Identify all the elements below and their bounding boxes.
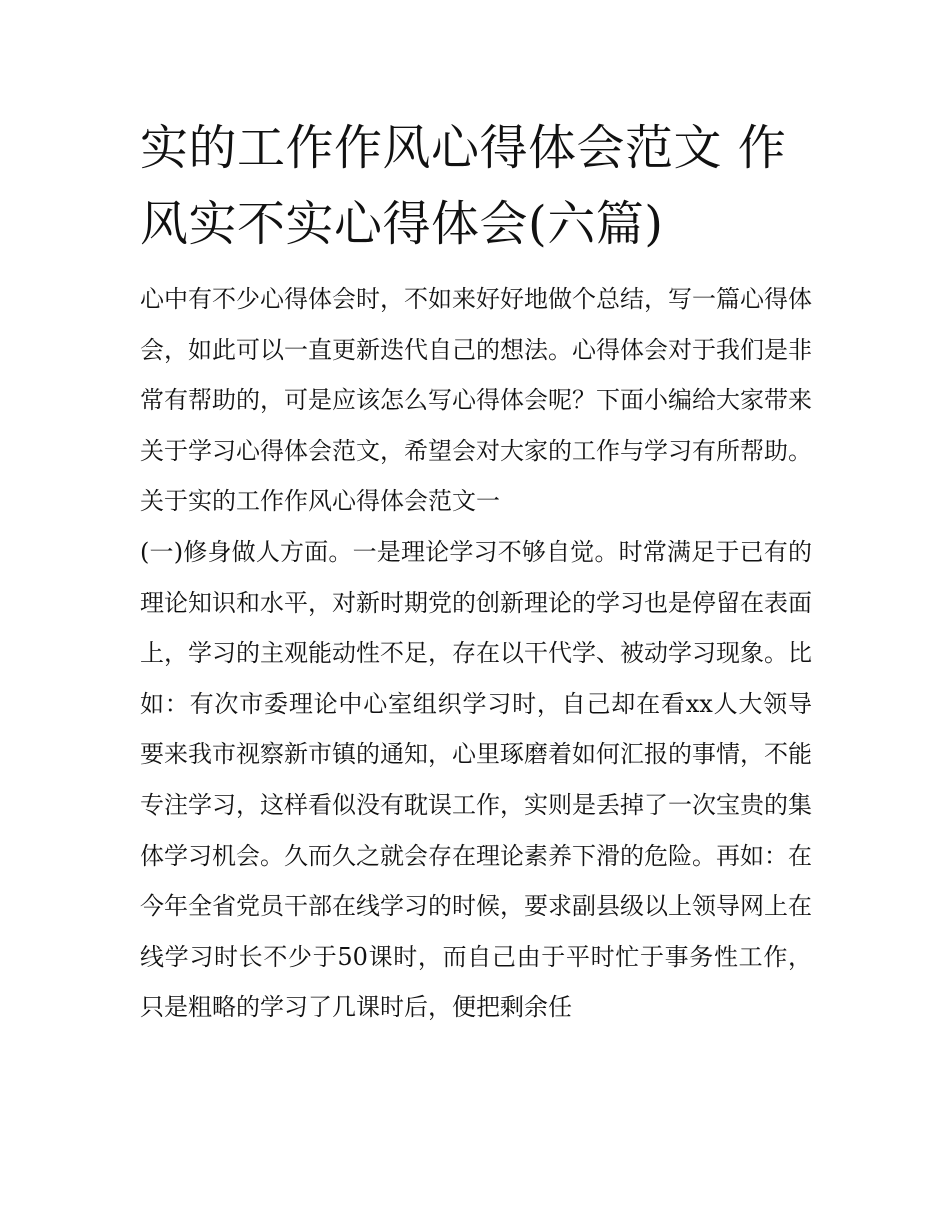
- section-paragraph: (一)修身做人方面。一是理论学习不够自觉。时常满足于已有的理论知识和水平，对新时期党的创新理论的学习也是停留在表面上，学习的主观能动性不足，存在以干代学、被动学习现象。比如：有次市委理论中心室组织学习时，自己却在看xx人大领导要来我市视察新市镇的通知，心里琢磨着如何汇报的事情，不能专注学习，这样看似没有耽误工作，实则是丢掉了一次宝贵的集体学习机会。久而久之就会存在理论素养下滑的危险。再如：在今年全省党员干部在线学习的时候，要求副县级以上领导网上在线学习时长不少于50课时，而自己由于平时忙于事务性工作，只是粗略的学习了几课时后，便把剩余任: [140, 537, 812, 1022]
- document-body: [140, 274, 812, 1033]
- section-heading: 关于实的工作作风心得体会范文一: [140, 487, 500, 516]
- intro-paragraph: 心中有不少心得体会时，不如来好好地做个总结，写一篇心得体会，如此可以一直更新迭代自己的想法。心得体会对于我们是非常有帮助的，可是应该怎么写心得体会呢？下面小编给大家带来关于学习心得体会范文，希望会对大家的工作与学习有所帮助。: [140, 285, 812, 465]
- document-page: [140, 110, 812, 1033]
- document-title: 实的工作作风心得体会范文 作风实不实心得体会(六篇): [140, 120, 787, 252]
